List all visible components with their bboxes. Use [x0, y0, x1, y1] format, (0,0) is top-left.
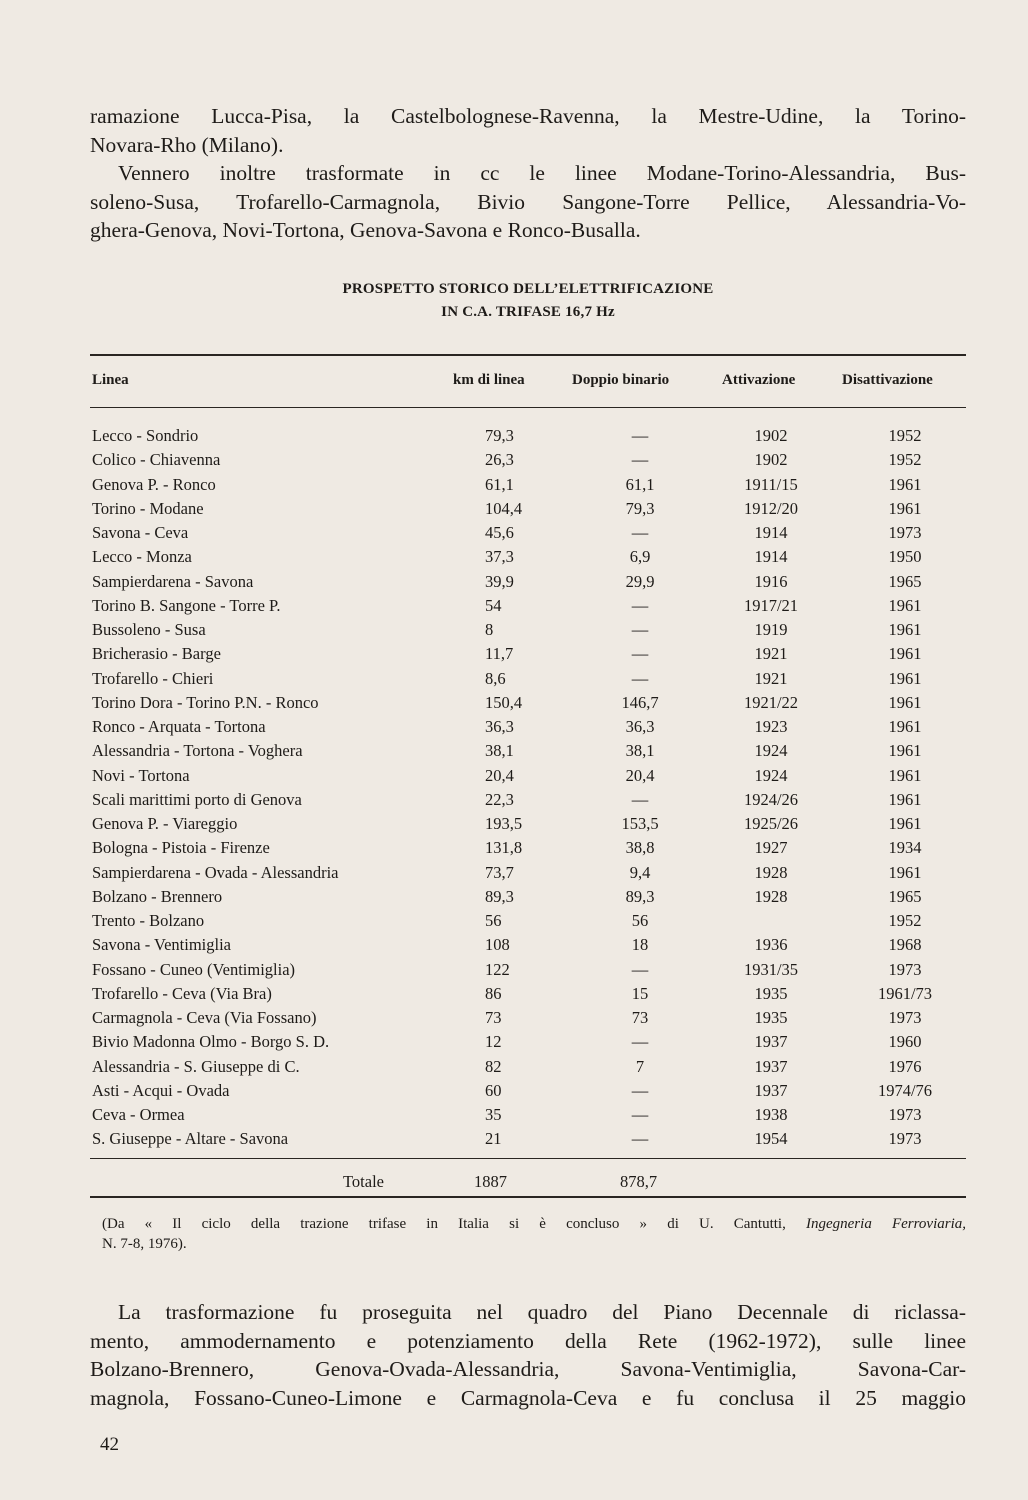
cell-attivazione: 1931/35 [743, 959, 799, 979]
cell-km: 193,5 [485, 814, 523, 833]
cell-disattivazione: 1961 [888, 717, 922, 736]
cell-doppio: 38,8 [625, 838, 655, 858]
table-row [90, 812, 966, 836]
cell-km: 38,1 [485, 741, 514, 761]
cell-attivazione: 1914 [754, 523, 788, 542]
cell-disattivazione: 1961/73 [877, 983, 933, 1003]
cell-disattivazione: 1961 [888, 789, 922, 809]
source-line1 [102, 1214, 966, 1234]
cell-disattivazione: 1973 [888, 1008, 922, 1027]
cell-disattivazione: 1965 [888, 571, 922, 591]
cell-km: 39,9 [485, 571, 514, 591]
cell-attivazione: 1917/21 [743, 595, 799, 615]
cell-doppio: 18 [631, 935, 649, 955]
header-rule [90, 407, 966, 408]
cell-attivazione: 1935 [754, 1008, 788, 1027]
table-row [90, 958, 966, 982]
cell-linea: Savona - Ceva [92, 523, 189, 542]
cell-disattivazione: 1961 [888, 668, 922, 688]
cell-attivazione: 1921 [754, 668, 788, 688]
cell-km: 89,3 [485, 886, 514, 906]
cell-linea: Sampierdarena - Savona [92, 571, 254, 591]
cell-attivazione: 1928 [754, 886, 788, 906]
cell-km: 11,7 [485, 644, 514, 664]
cell-attivazione: 1954 [754, 1129, 788, 1149]
table-row [90, 545, 966, 569]
header-linea: Linea [92, 372, 129, 388]
cell-doppio: 146,7 [621, 692, 659, 712]
table-row [90, 836, 966, 860]
header-disattivazione: Disattivazione [842, 372, 933, 388]
cell-linea: Sampierdarena - Ovada - Alessandria [92, 862, 339, 882]
table-row [90, 764, 966, 788]
cell-km: 60 [485, 1080, 502, 1100]
cell-doppio: — [631, 668, 649, 688]
cell-linea: Scali marittimi porto di Genova [92, 789, 302, 809]
cell-linea: Bolzano - Brennero [92, 886, 223, 906]
cell-attivazione: 1902 [754, 450, 788, 470]
header-doppio: Doppio binario [572, 372, 670, 388]
cell-disattivazione: 1961 [888, 862, 922, 882]
cell-linea: Fossano - Cuneo (Ventimiglia) [92, 959, 296, 979]
cell-km: 61,1 [485, 474, 514, 494]
table-row [90, 1127, 966, 1151]
table-title-line2: IN C.A. TRIFASE 16,7 Hz [441, 304, 615, 320]
cell-disattivazione: 1961 [888, 814, 922, 833]
cell-attivazione: 1937 [754, 1032, 788, 1052]
source-line2: N. 7-8, 1976). [102, 1236, 187, 1252]
intro-line: Vennero inoltre trasformate in cc le linee Modane-Torino-Alessandria, Bus- [118, 161, 966, 185]
cell-disattivazione: 1961 [888, 741, 922, 761]
table-row [90, 739, 966, 763]
cell-disattivazione: 1952 [888, 426, 922, 445]
cell-disattivazione: 1952 [888, 450, 922, 470]
totale-doppio: 878,7 [620, 1172, 658, 1191]
header-attivazione: Attivazione [722, 372, 796, 388]
cell-attivazione: 1924 [754, 765, 788, 785]
table-row [90, 570, 966, 594]
intro-line: Novara-Rho (Milano). [90, 132, 284, 157]
cell-doppio: 29,9 [625, 571, 655, 591]
table-row [90, 521, 966, 545]
cell-doppio: — [631, 450, 649, 470]
cell-doppio: — [631, 523, 649, 542]
cell-doppio: — [631, 1129, 649, 1149]
closing-line: La trasformazione fu proseguita nel quadro del Piano Decennale di riclassa- [118, 1300, 966, 1324]
table-row [90, 1079, 966, 1103]
cell-km: 22,3 [485, 789, 514, 809]
cell-doppio: 9,4 [629, 862, 651, 882]
cell-doppio: 20,4 [625, 765, 655, 785]
cell-linea: Torino Dora - Torino P.N. - Ronco [92, 692, 319, 712]
cell-linea: S. Giuseppe - Altare - Savona [92, 1129, 289, 1149]
header-km: km di linea [453, 372, 525, 388]
cell-disattivazione: 1960 [888, 1032, 922, 1052]
cell-disattivazione: 1974/76 [877, 1080, 933, 1100]
cell-doppio: 89,3 [625, 886, 655, 906]
cell-disattivazione: 1973 [888, 959, 922, 979]
closing-line: Bolzano-Brennero, Genova-Ovada-Alessandria, Savona-Ventimiglia, Savona-Car- [90, 1357, 966, 1381]
cell-disattivazione: 1973 [888, 1129, 922, 1149]
cell-attivazione: 1912/20 [743, 498, 799, 518]
source-text: (Da « Il ciclo della trazione trifase in Italia si è concluso » di U. Cantutti, [102, 1216, 806, 1232]
table-top-rule [90, 354, 966, 356]
cell-linea: Asti - Acqui - Ovada [92, 1080, 230, 1100]
table-row [90, 861, 966, 885]
cell-disattivazione: 1934 [888, 838, 922, 858]
cell-attivazione: 1927 [754, 838, 788, 858]
cell-attivazione: 1935 [754, 983, 788, 1003]
cell-km: 26,3 [485, 450, 514, 470]
cell-doppio: — [631, 620, 649, 639]
cell-disattivazione: 1961 [888, 474, 922, 494]
cell-km: 131,8 [485, 838, 523, 858]
cell-disattivazione: 1961 [888, 644, 922, 664]
cell-doppio: 73 [631, 1008, 649, 1027]
cell-km: 54 [485, 595, 502, 615]
cell-linea: Torino - Modane [92, 498, 204, 518]
intro-paragraph [90, 102, 966, 245]
totals-rule [90, 1158, 966, 1159]
cell-km: 36,3 [485, 717, 514, 736]
table-row [90, 424, 966, 448]
cell-disattivazione: 1968 [888, 935, 922, 955]
cell-linea: Alessandria - Tortona - Voghera [92, 741, 303, 761]
cell-doppio: 79,3 [625, 498, 655, 518]
cell-linea: Savona - Ventimiglia [92, 935, 232, 955]
cell-linea: Carmagnola - Ceva (Via Fossano) [92, 1008, 317, 1027]
cell-attivazione: 1924/26 [743, 789, 799, 809]
cell-km: 82 [485, 1056, 502, 1076]
cell-doppio: — [631, 959, 649, 979]
table-row [90, 885, 966, 909]
cell-doppio: 153,5 [621, 814, 659, 833]
cell-linea: Ceva - Ormea [92, 1105, 185, 1124]
table-title [90, 278, 966, 324]
cell-km: 35 [485, 1105, 502, 1124]
closing-paragraph [90, 1298, 966, 1412]
cell-attivazione: 1925/26 [743, 814, 799, 833]
cell-km: 150,4 [485, 692, 523, 712]
cell-attivazione: 1919 [754, 620, 788, 639]
cell-km: 45,6 [485, 523, 514, 542]
cell-disattivazione: 1973 [888, 1105, 922, 1124]
table-bottom-rule [90, 1196, 966, 1198]
cell-km: 20,4 [485, 765, 514, 785]
cell-attivazione: 1921 [754, 644, 788, 664]
cell-disattivazione: 1950 [888, 547, 922, 567]
cell-doppio: — [631, 789, 649, 809]
table-row [90, 618, 966, 642]
cell-attivazione: 1914 [754, 547, 788, 567]
table-row [90, 788, 966, 812]
cell-doppio: 6,9 [629, 547, 651, 567]
cell-attivazione: 1937 [754, 1080, 788, 1100]
table-row [90, 497, 966, 521]
cell-disattivazione: 1961 [888, 595, 922, 615]
cell-attivazione: 1936 [754, 935, 788, 955]
table-row [90, 933, 966, 957]
cell-attivazione: 1938 [754, 1105, 788, 1124]
cell-km: 37,3 [485, 547, 514, 567]
totale-km: 1887 [474, 1172, 507, 1191]
cell-linea: Trofarello - Ceva (Via Bra) [92, 983, 272, 1003]
cell-km: 56 [485, 911, 502, 930]
intro-line: soleno-Susa, Trofarello-Carmagnola, Bivio Sangone-Torre Pellice, Alessandria-Vo- [90, 189, 966, 214]
cell-disattivazione: 1965 [888, 886, 922, 906]
cell-km: 73,7 [485, 862, 514, 882]
cell-attivazione: 1937 [754, 1056, 788, 1076]
cell-doppio: — [631, 644, 649, 664]
closing-line: magnola, Fossano-Cuneo-Limone e Carmagnola-Ceva e fu conclusa il 25 maggio [90, 1385, 966, 1410]
table-row [90, 448, 966, 472]
cell-attivazione: 1923 [754, 717, 788, 736]
cell-linea: Ronco - Arquata - Tortona [92, 717, 266, 736]
source-journal: Ingegneria Ferroviaria, [806, 1216, 966, 1232]
table-title-line1: PROSPETTO STORICO DELL’ELETTRIFICAZIONE [342, 281, 714, 297]
cell-km: 73 [485, 1008, 502, 1027]
table-row [90, 1030, 966, 1054]
cell-doppio: — [631, 426, 649, 445]
cell-linea: Lecco - Monza [92, 547, 192, 567]
totale-label: Totale [343, 1172, 384, 1191]
cell-linea: Bivio Madonna Olmo - Borgo S. D. [92, 1032, 330, 1052]
cell-km: 12 [485, 1032, 502, 1052]
cell-doppio: 15 [631, 983, 649, 1003]
cell-km: 104,4 [485, 498, 523, 518]
cell-doppio: — [631, 1080, 649, 1100]
cell-doppio: 61,1 [625, 474, 655, 494]
table-row [90, 667, 966, 691]
cell-km: 8 [485, 620, 494, 639]
cell-km: 8,6 [485, 668, 506, 688]
cell-km: 21 [485, 1129, 502, 1149]
table-row [90, 982, 966, 1006]
cell-disattivazione: 1961 [888, 692, 922, 712]
cell-linea: Bologna - Pistoia - Firenze [92, 838, 270, 858]
cell-disattivazione: 1976 [888, 1056, 922, 1076]
cell-attivazione: 1921/22 [743, 692, 799, 712]
table-row [90, 642, 966, 666]
cell-doppio: 7 [635, 1056, 645, 1076]
source-note [102, 1214, 966, 1254]
table-row [90, 473, 966, 497]
cell-doppio: — [631, 1032, 649, 1052]
table-row [90, 715, 966, 739]
cell-attivazione: 1928 [754, 862, 788, 882]
cell-linea: Bricherasio - Barge [92, 644, 221, 664]
cell-attivazione: 1902 [754, 426, 788, 445]
cell-km: 86 [485, 983, 502, 1003]
intro-line: ghera-Genova, Novi-Tortona, Genova-Savona e Ronco-Busalla. [90, 218, 641, 242]
cell-doppio: 56 [631, 911, 649, 930]
cell-linea: Torino B. Sangone - Torre P. [92, 595, 281, 615]
cell-linea: Genova P. - Viareggio [92, 814, 238, 833]
cell-attivazione: 1916 [754, 571, 788, 591]
cell-linea: Trofarello - Chieri [92, 668, 214, 688]
closing-line: mento, ammodernamento e potenziamento della Rete (1962-1972), sulle linee [90, 1328, 966, 1353]
cell-attivazione: 1911/15 [744, 474, 798, 494]
cell-disattivazione: 1961 [888, 498, 922, 518]
cell-linea: Novi - Tortona [92, 765, 190, 785]
table-row [90, 691, 966, 715]
cell-linea: Colico - Chiavenna [92, 450, 221, 470]
cell-km: 79,3 [485, 426, 514, 445]
table-row [90, 1006, 966, 1030]
table-row [90, 1055, 966, 1079]
cell-linea: Trento - Bolzano [92, 911, 205, 930]
cell-disattivazione: 1952 [888, 911, 922, 930]
cell-km: 122 [485, 959, 510, 979]
cell-doppio: 38,1 [625, 741, 655, 761]
cell-disattivazione: 1961 [888, 620, 922, 639]
cell-linea: Bussoleno - Susa [92, 620, 206, 639]
cell-linea: Lecco - Sondrio [92, 426, 199, 445]
cell-doppio: — [631, 595, 649, 615]
cell-attivazione: 1924 [754, 741, 788, 761]
cell-linea: Genova P. - Ronco [92, 474, 216, 494]
intro-line: ramazione Lucca-Pisa, la Castelbolognese-Ravenna, la Mestre-Udine, la Torino- [90, 104, 966, 128]
page-number: 42 [100, 1434, 119, 1455]
table-row [90, 594, 966, 618]
cell-doppio: 36,3 [625, 717, 655, 736]
cell-linea: Alessandria - S. Giuseppe di C. [92, 1056, 300, 1076]
table-row [90, 1103, 966, 1127]
table-row [90, 909, 966, 933]
cell-doppio: — [631, 1105, 649, 1124]
cell-km: 108 [485, 935, 510, 955]
cell-disattivazione: 1961 [888, 765, 922, 785]
cell-disattivazione: 1973 [888, 523, 922, 542]
